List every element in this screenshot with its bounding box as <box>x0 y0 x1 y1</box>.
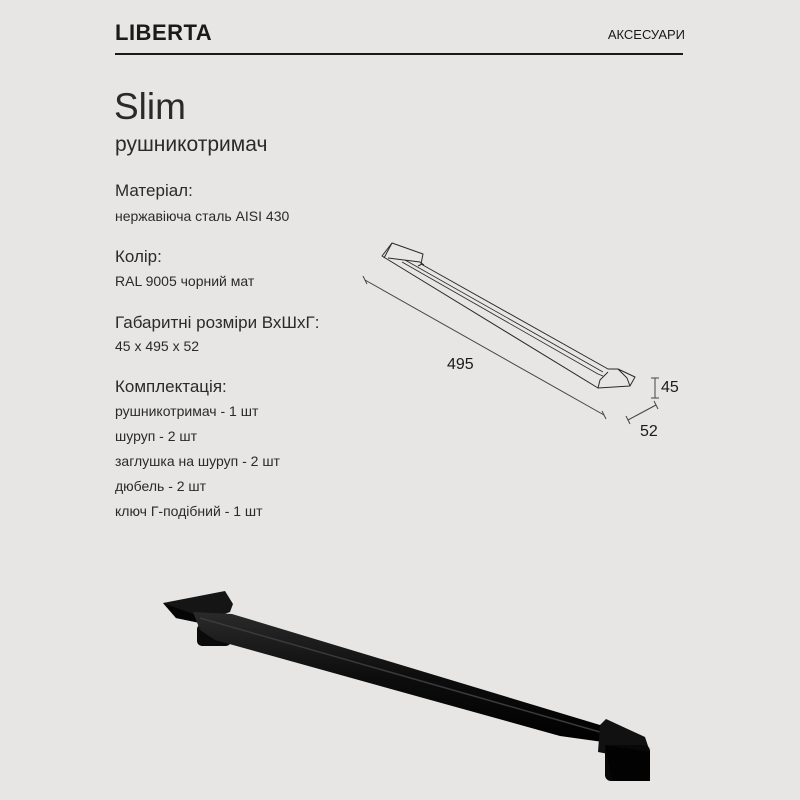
height-dimension-label: 45 <box>661 379 679 396</box>
kit-item: дюбель - 2 шт <box>115 478 207 494</box>
color-value: RAL 9005 чорний мат <box>115 273 255 289</box>
height-dimension <box>651 378 659 398</box>
kit-item: рушникотримач - 1 шт <box>115 403 259 419</box>
depth-dimension <box>626 401 658 424</box>
kit-item: шуруп - 2 шт <box>115 428 198 444</box>
header-divider <box>115 53 683 55</box>
category-label: АКСЕСУАРИ <box>607 27 685 42</box>
material-value: нержавіюча сталь AISI 430 <box>115 208 290 224</box>
technical-drawing <box>340 225 700 445</box>
length-dimension-label: 495 <box>447 356 474 373</box>
product-photo <box>140 570 680 800</box>
depth-dimension-label: 52 <box>640 423 658 440</box>
brand-logo: LIBERTA <box>115 20 213 45</box>
kit-item: заглушка на шуруп - 2 шт <box>115 453 280 469</box>
material-label: Матеріал: <box>115 181 193 200</box>
kit-label: Комплектація: <box>115 377 227 396</box>
color-label: Колір: <box>115 247 162 266</box>
product-type: рушникотримач <box>115 133 268 156</box>
dimensions-label: Габаритні розміри ВхШхГ: <box>115 313 320 332</box>
product-name: Slim <box>114 86 186 127</box>
dimensions-value: 45 x 495 x 52 <box>115 338 200 354</box>
kit-item: ключ Г-подібний - 1 шт <box>115 503 263 519</box>
